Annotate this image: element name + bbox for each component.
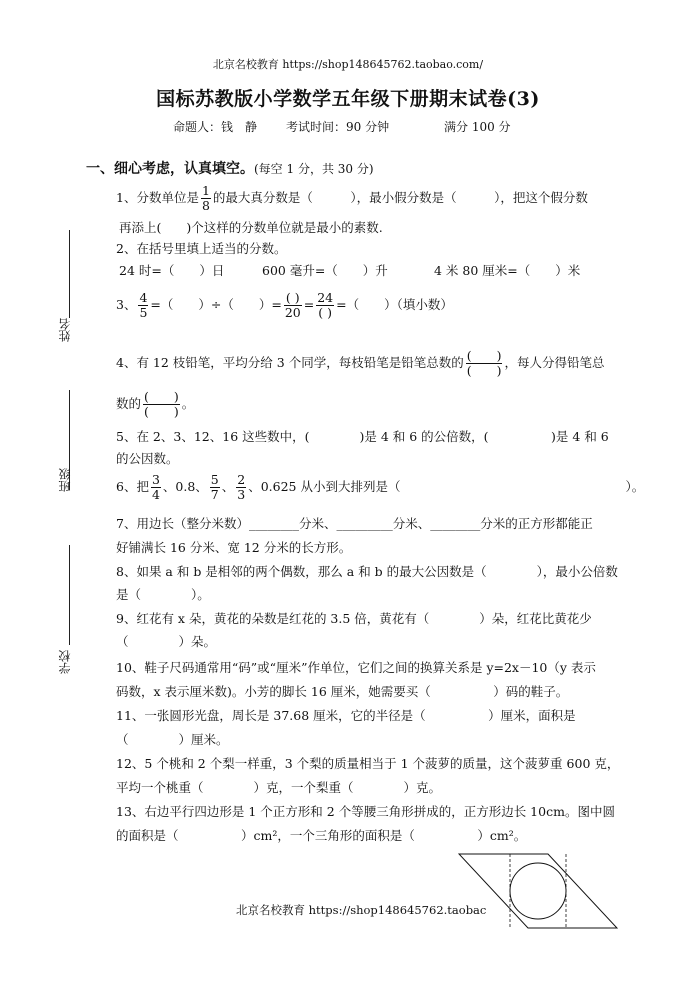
q2-item-a: 24 时=（ ）日 — [119, 263, 225, 278]
question-13-line-2: 的面积是（ ）cm²，一个三角形的面积是（ ）cm²。 — [116, 828, 527, 843]
q4-text: 4、有 12 枝铅笔，平均分给 3 个同学，每枝铅笔是铅笔总数的 — [116, 355, 464, 370]
q3-fraction-2 — [284, 291, 302, 320]
question-2: 2、在括号里填上适当的分数。 — [116, 241, 287, 256]
question-8-line-2: 是（ ）。 — [116, 587, 210, 602]
school-line — [69, 545, 70, 645]
q3-f1-numerator: 4 — [139, 290, 148, 305]
q2-item-b: 600 毫升=（ ）升 — [262, 263, 388, 278]
q3-equals: = — [303, 297, 315, 312]
question-9: 9、红花有 x 朵，黄花的朵数是红花的 3.5 倍，黄花有（ ）朵，红花比黄花少 — [116, 611, 592, 626]
question-5: 5、在 2、3、12、16 这些数中，( )是 4 和 6 的公倍数，( )是 4 和 6 — [116, 429, 609, 444]
q1-num: 1、 — [116, 190, 137, 205]
q4-end: 。 — [181, 396, 195, 411]
q4-f1-numerator: ( ) — [466, 348, 502, 363]
q3-f2-denominator: 20 — [284, 305, 301, 320]
q6-text-c: 、 — [221, 479, 235, 494]
q4-fraction-2 — [143, 390, 180, 419]
question-1 — [116, 184, 588, 213]
question-4-line-2 — [116, 390, 194, 419]
q3-fraction-3 — [316, 291, 334, 320]
q3-text-a: =（ ）÷（ ）= — [150, 297, 282, 312]
name-line — [69, 230, 70, 318]
question-7: 7、用边长（整分米数）________分米、_________分米、________分米的正方形都能正 — [116, 516, 593, 531]
q6-text-a: 6、把 — [116, 479, 149, 494]
q1-text-b: 的最大真分数是（ ），最小假分数是（ ），把这个假分数 — [212, 190, 588, 205]
q4-f2-numerator: ( ) — [144, 389, 179, 404]
section-title — [86, 158, 374, 178]
q3-fraction-1 — [138, 291, 148, 320]
q6-text-d: 、0.625 从小到大排列是（ ）。 — [248, 479, 645, 494]
q3-f1-denominator: 5 — [139, 305, 148, 320]
question-7-line-2: 好铺满长 16 分米、宽 12 分米的长方形。 — [116, 540, 352, 555]
q4-tail: ，每人分得铅笔总 — [504, 355, 605, 370]
q6-fraction-1 — [151, 473, 161, 502]
q2-item-c: 4 米 80 厘米=（ ）米 — [434, 263, 581, 278]
q6-f1-denominator: 4 — [151, 487, 160, 502]
q4-text-2: 数的 — [116, 396, 142, 411]
q3-f2-numerator: ( ) — [284, 291, 302, 306]
question-6 — [116, 473, 644, 502]
question-10: 10、鞋子尺码通常用“码”或“厘米”作单位，它们之间的换算关系是 y=2x－10（y 表示 — [116, 660, 596, 675]
q1-denominator: 8 — [201, 198, 210, 213]
question-3 — [116, 291, 453, 320]
question-12-line-2: 平均一个桃重（ ）克，一个梨重（ ）克。 — [116, 780, 442, 795]
q1-fraction — [201, 184, 211, 213]
name-label: 姓名 — [58, 318, 72, 342]
q4-f2-denominator: ( ) — [144, 404, 179, 419]
class-label: 班级 — [58, 468, 72, 492]
full-score: 满分 100 分 — [444, 120, 511, 134]
q6-f2-denominator: 7 — [210, 487, 219, 502]
question-4 — [116, 349, 605, 378]
q6-f3-denominator: 3 — [237, 487, 246, 502]
q6-f2-numerator: 5 — [210, 472, 219, 487]
question-12: 12、5 个桃和 2 个梨一样重，3 个梨的质量相当于 1 个菠萝的质量，这个菠萝重 600 克， — [116, 756, 620, 771]
author: 命题人：钱 静 — [173, 120, 258, 134]
q3-num: 3、 — [116, 297, 137, 312]
q6-text-b: 、0.8、 — [162, 479, 208, 494]
site-footer: 北京名校教育 https://shop148645762.taobac — [236, 903, 487, 917]
q6-fraction-2 — [210, 473, 220, 502]
question-9-line-2: （ ）朵。 — [116, 634, 217, 649]
question-5-line-2: 的公因数。 — [116, 451, 179, 466]
school-label: 学校 — [58, 650, 72, 674]
question-10-line-2: 码数，x 表示厘米数)。小芳的脚长 16 厘米，她需要买（ ）码的鞋子。 — [116, 684, 569, 699]
q1-text-a: 分数单位是 — [136, 190, 199, 205]
q6-f3-numerator: 2 — [237, 472, 246, 487]
page-title: 国标苏教版小学数学五年级下册期末试卷(3) — [156, 88, 540, 110]
question-13: 13、右边平行四边形是 1 个正方形和 2 个等腰三角形拼成的，正方形边长 10cm。图中圆 — [116, 804, 615, 819]
section-note: (每空 1 分，共 30 分) — [254, 162, 374, 176]
question-11: 11、一张圆形光盘，周长是 37.68 厘米，它的半径是（ ）厘米，面积是 — [116, 708, 576, 723]
question-8: 8、如果 a 和 b 是相邻的两个偶数，那么 a 和 b 的最大公因数是（ ），最小公倍数 — [116, 564, 618, 579]
q6-fraction-3 — [236, 473, 246, 502]
q4-f1-denominator: ( ) — [466, 363, 502, 378]
q3-f3-denominator: ( ) — [318, 305, 333, 320]
site-header: 北京名校教育 https://shop148645762.taobao.com/ — [212, 58, 484, 71]
q1-numerator: 1 — [201, 183, 210, 198]
q6-f1-numerator: 3 — [151, 472, 160, 487]
section-heading: 一、细心考虑，认真填空。 — [86, 161, 254, 177]
inscribed-circle — [510, 863, 566, 919]
question-11-line-2: （ ）厘米。 — [116, 732, 229, 747]
q4-fraction-1 — [466, 349, 503, 378]
exam-time: 考试时间：90 分钟 — [286, 120, 390, 134]
q3-f3-numerator: 24 — [317, 290, 334, 305]
question-1-line-2: 再添上( )个这样的分数单位就是最小的素数. — [119, 220, 383, 235]
q3-text-b: =（ ）（填小数） — [336, 297, 453, 312]
